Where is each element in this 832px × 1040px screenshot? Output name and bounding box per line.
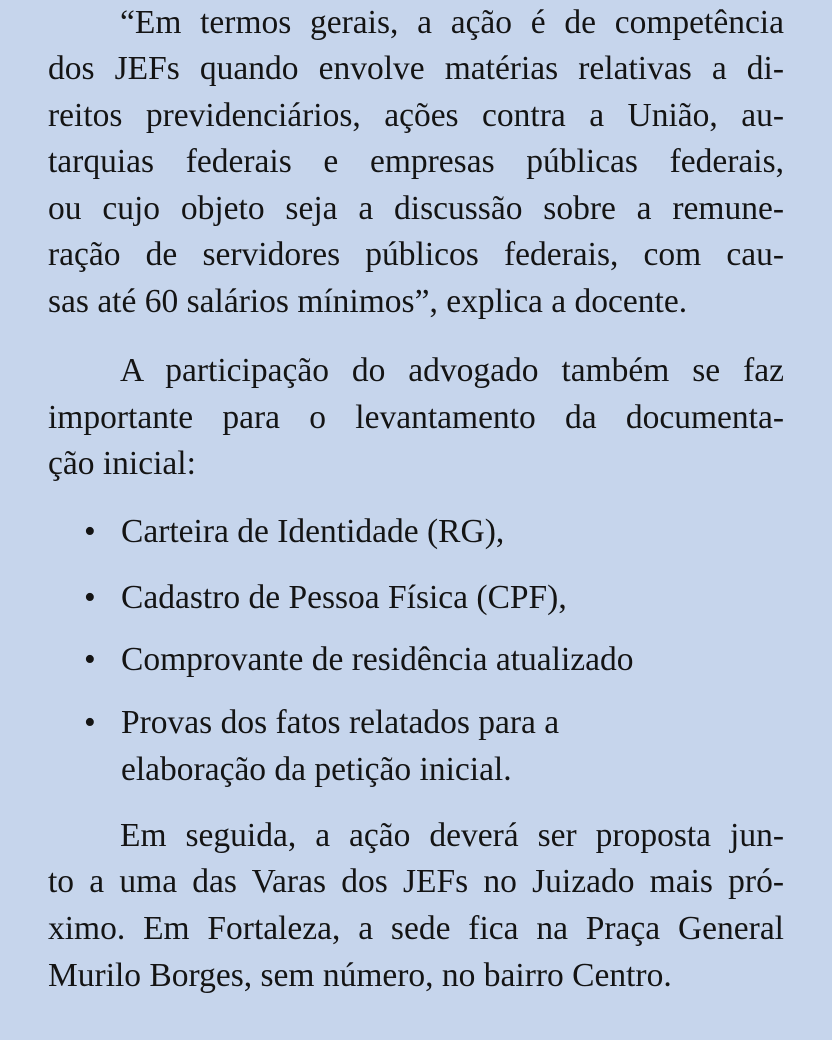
text-line: importante para o levantamento da documenta- [48,399,784,436]
text-line: ração de servidores públicos federais, com cau- [48,236,784,273]
text-line: to a uma das Varas dos JEFs no Juizado mais pró- [48,863,784,900]
list-item: Comprovante de residência atualizado [121,641,634,678]
text-line: Em seguida, a ação deverá ser proposta jun- [120,817,784,854]
text-line: ção inicial: [48,445,196,482]
bullet-icon: • [84,704,96,741]
text-line: A participação do advogado também se faz [120,352,784,389]
bullet-icon: • [84,513,96,550]
text-line: Murilo Borges, sem número, no bairro Centro. [48,957,672,994]
text-line: reitos previdenciários, ações contra a União, au- [48,97,784,134]
text-line: “Em termos gerais, a ação é de competência [120,4,784,41]
list-item-continuation: elaboração da petição inicial. [121,751,512,788]
text-line: dos JEFs quando envolve matérias relativas a di- [48,50,784,87]
list-item: Provas dos fatos relatados para a [121,704,560,741]
list-item: Cadastro de Pessoa Física (CPF), [121,579,567,616]
text-line: ou cujo objeto seja a discussão sobre a remune- [48,190,784,227]
text-line: ximo. Em Fortaleza, a sede fica na Praça General [48,910,784,947]
text-line: tarquias federais e empresas públicas federais, [48,143,784,180]
bullet-icon: • [84,579,96,616]
list-item: Carteira de Identidade (RG), [121,513,505,550]
text-line: sas até 60 salários mínimos”, explica a docente. [48,283,688,320]
bullet-icon: • [84,641,96,678]
